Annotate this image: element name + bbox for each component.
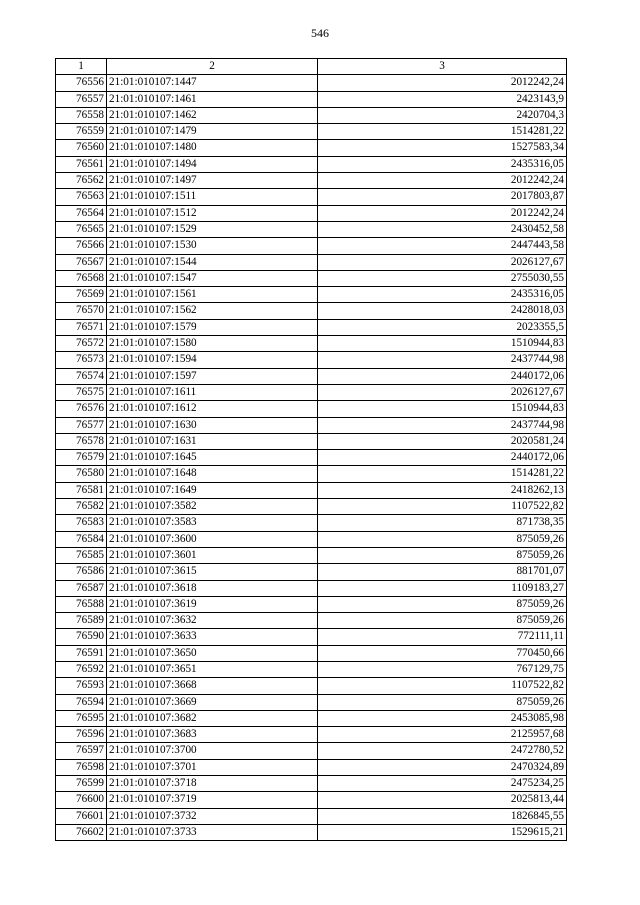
row-number-cell: 76578: [56, 433, 107, 449]
cadastral-number-cell: 21:01:010107:3732: [107, 808, 318, 824]
cadastral-number-cell: 21:01:010107:3651: [107, 661, 318, 677]
value-cell: 2026127,67: [318, 254, 567, 270]
table-row: [56, 694, 567, 710]
table-row: [56, 743, 567, 759]
value-cell: 2475234,25: [318, 776, 567, 792]
value-cell: 875059,26: [318, 694, 567, 710]
cadastral-number-cell: 21:01:010107:3601: [107, 547, 318, 563]
value-cell: 1107522,82: [318, 678, 567, 694]
value-cell: 875059,26: [318, 547, 567, 563]
value-cell: 2025813,44: [318, 792, 567, 808]
value-cell: 2020581,24: [318, 433, 567, 449]
row-number-cell: 76602: [56, 824, 107, 840]
cadastral-number-cell: 21:01:010107:3718: [107, 776, 318, 792]
row-number-cell: 76564: [56, 205, 107, 221]
cadastral-number-cell: 21:01:010107:1479: [107, 124, 318, 140]
cadastral-number-cell: 21:01:010107:1630: [107, 417, 318, 433]
value-cell: 770450,66: [318, 645, 567, 661]
cadastral-number-cell: 21:01:010107:1562: [107, 303, 318, 319]
value-cell: 2428018,03: [318, 303, 567, 319]
value-cell: 2755030,55: [318, 270, 567, 286]
table-row: [56, 499, 567, 515]
cadastral-number-cell: 21:01:010107:1579: [107, 319, 318, 335]
row-number-cell: 76570: [56, 303, 107, 319]
table-row: [56, 254, 567, 270]
table-row: [56, 319, 567, 335]
cadastral-number-cell: 21:01:010107:1649: [107, 482, 318, 498]
cadastral-number-cell: 21:01:010107:1580: [107, 336, 318, 352]
value-cell: 881701,07: [318, 564, 567, 580]
value-cell: 2435316,05: [318, 156, 567, 172]
cadastral-number-cell: 21:01:010107:1512: [107, 205, 318, 221]
row-number-cell: 76577: [56, 417, 107, 433]
row-number-cell: 76556: [56, 75, 107, 91]
cadastral-number-cell: 21:01:010107:1494: [107, 156, 318, 172]
cadastral-number-cell: 21:01:010107:3615: [107, 564, 318, 580]
table-row: [56, 156, 567, 172]
value-cell: 2012242,24: [318, 205, 567, 221]
row-number-cell: 76587: [56, 580, 107, 596]
row-number-cell: 76571: [56, 319, 107, 335]
column-header-3: 3: [318, 59, 567, 75]
cadastral-number-cell: 21:01:010107:1447: [107, 75, 318, 91]
table-row: [56, 189, 567, 205]
row-number-cell: 76591: [56, 645, 107, 661]
row-number-cell: 76597: [56, 743, 107, 759]
value-cell: 1510944,83: [318, 401, 567, 417]
table-row: [56, 352, 567, 368]
value-cell: 1529615,21: [318, 824, 567, 840]
row-number-cell: 76572: [56, 336, 107, 352]
data-table: [55, 58, 567, 841]
table-row: [56, 564, 567, 580]
row-number-cell: 76593: [56, 678, 107, 694]
table-row: [56, 629, 567, 645]
cadastral-number-cell: 21:01:010107:3719: [107, 792, 318, 808]
table-row: [56, 613, 567, 629]
value-cell: 772111,11: [318, 629, 567, 645]
row-number-cell: 76584: [56, 531, 107, 547]
cadastral-number-cell: 21:01:010107:1597: [107, 368, 318, 384]
cadastral-number-cell: 21:01:010107:3700: [107, 743, 318, 759]
table-row: [56, 547, 567, 563]
table-row: [56, 287, 567, 303]
cadastral-number-cell: 21:01:010107:3668: [107, 678, 318, 694]
row-number-cell: 76600: [56, 792, 107, 808]
cadastral-number-cell: 21:01:010107:1530: [107, 238, 318, 254]
row-number-cell: 76580: [56, 466, 107, 482]
value-cell: 871738,35: [318, 515, 567, 531]
table-row: [56, 710, 567, 726]
row-number-cell: 76583: [56, 515, 107, 531]
row-number-cell: 76596: [56, 727, 107, 743]
value-cell: 2437744,98: [318, 352, 567, 368]
row-number-cell: 76601: [56, 808, 107, 824]
row-number-cell: 76557: [56, 91, 107, 107]
table-header-row: [56, 59, 567, 75]
cadastral-number-cell: 21:01:010107:1461: [107, 91, 318, 107]
table-row: [56, 368, 567, 384]
table-row: [56, 792, 567, 808]
table-row: [56, 336, 567, 352]
table-row: [56, 107, 567, 123]
value-cell: 875059,26: [318, 596, 567, 612]
value-cell: 2453085,98: [318, 710, 567, 726]
row-number-cell: 76590: [56, 629, 107, 645]
row-number-cell: 76579: [56, 450, 107, 466]
row-number-cell: 76586: [56, 564, 107, 580]
row-number-cell: 76569: [56, 287, 107, 303]
value-cell: 2017803,87: [318, 189, 567, 205]
value-cell: 2420704,3: [318, 107, 567, 123]
value-cell: 1527583,34: [318, 140, 567, 156]
value-cell: 1109183,27: [318, 580, 567, 596]
cadastral-number-cell: 21:01:010107:3683: [107, 727, 318, 743]
value-cell: 2418262,13: [318, 482, 567, 498]
table-row: [56, 580, 567, 596]
table-row: [56, 596, 567, 612]
cadastral-number-cell: 21:01:010107:1594: [107, 352, 318, 368]
table-row: [56, 531, 567, 547]
cadastral-number-cell: 21:01:010107:1611: [107, 384, 318, 400]
table-row: [56, 124, 567, 140]
row-number-cell: 76573: [56, 352, 107, 368]
table-row: [56, 173, 567, 189]
value-cell: 1510944,83: [318, 336, 567, 352]
cadastral-number-cell: 21:01:010107:1561: [107, 287, 318, 303]
cadastral-number-cell: 21:01:010107:3701: [107, 759, 318, 775]
value-cell: 767129,75: [318, 661, 567, 677]
table-row: [56, 205, 567, 221]
row-number-cell: 76562: [56, 173, 107, 189]
row-number-cell: 76588: [56, 596, 107, 612]
row-number-cell: 76574: [56, 368, 107, 384]
row-number-cell: 76581: [56, 482, 107, 498]
value-cell: 1514281,22: [318, 124, 567, 140]
row-number-cell: 76595: [56, 710, 107, 726]
table-body: [56, 75, 567, 841]
table-row: [56, 303, 567, 319]
value-cell: 2437744,98: [318, 417, 567, 433]
row-number-cell: 76592: [56, 661, 107, 677]
cadastral-number-cell: 21:01:010107:1511: [107, 189, 318, 205]
table-row: [56, 384, 567, 400]
row-number-cell: 76585: [56, 547, 107, 563]
table-row: [56, 482, 567, 498]
cadastral-number-cell: 21:01:010107:3632: [107, 613, 318, 629]
table-row: [56, 824, 567, 840]
table-row: [56, 140, 567, 156]
value-cell: 2440172,06: [318, 368, 567, 384]
value-cell: 2440172,06: [318, 450, 567, 466]
value-cell: 1514281,22: [318, 466, 567, 482]
value-cell: 2435316,05: [318, 287, 567, 303]
cadastral-number-cell: 21:01:010107:1544: [107, 254, 318, 270]
value-cell: 2430452,58: [318, 221, 567, 237]
row-number-cell: 76575: [56, 384, 107, 400]
table-row: [56, 91, 567, 107]
value-cell: 875059,26: [318, 613, 567, 629]
value-cell: 2012242,24: [318, 173, 567, 189]
cadastral-number-cell: 21:01:010107:1480: [107, 140, 318, 156]
cadastral-number-cell: 21:01:010107:3733: [107, 824, 318, 840]
cadastral-number-cell: 21:01:010107:3682: [107, 710, 318, 726]
row-number-cell: 76561: [56, 156, 107, 172]
cadastral-number-cell: 21:01:010107:1529: [107, 221, 318, 237]
value-cell: 2125957,68: [318, 727, 567, 743]
table-row: [56, 727, 567, 743]
row-number-cell: 76568: [56, 270, 107, 286]
table-row: [56, 221, 567, 237]
row-number-cell: 76589: [56, 613, 107, 629]
row-number-cell: 76560: [56, 140, 107, 156]
column-header-2: 2: [107, 59, 318, 75]
value-cell: 2026127,67: [318, 384, 567, 400]
value-cell: 2470324,89: [318, 759, 567, 775]
value-cell: 2447443,58: [318, 238, 567, 254]
table-row: [56, 808, 567, 824]
row-number-cell: 76567: [56, 254, 107, 270]
table-row: [56, 466, 567, 482]
row-number-cell: 76563: [56, 189, 107, 205]
cadastral-number-cell: 21:01:010107:3669: [107, 694, 318, 710]
cadastral-number-cell: 21:01:010107:1631: [107, 433, 318, 449]
table-row: [56, 401, 567, 417]
cadastral-number-cell: 21:01:010107:3619: [107, 596, 318, 612]
cadastral-number-cell: 21:01:010107:3633: [107, 629, 318, 645]
table-row: [56, 645, 567, 661]
table-row: [56, 450, 567, 466]
value-cell: 1107522,82: [318, 499, 567, 515]
cadastral-number-cell: 21:01:010107:1497: [107, 173, 318, 189]
cadastral-number-cell: 21:01:010107:1547: [107, 270, 318, 286]
cadastral-number-cell: 21:01:010107:3618: [107, 580, 318, 596]
cadastral-number-cell: 21:01:010107:1462: [107, 107, 318, 123]
row-number-cell: 76582: [56, 499, 107, 515]
row-number-cell: 76566: [56, 238, 107, 254]
row-number-cell: 76599: [56, 776, 107, 792]
column-header-1: 1: [56, 59, 107, 75]
row-number-cell: 76565: [56, 221, 107, 237]
cadastral-number-cell: 21:01:010107:3582: [107, 499, 318, 515]
table-row: [56, 661, 567, 677]
row-number-cell: 76558: [56, 107, 107, 123]
row-number-cell: 76598: [56, 759, 107, 775]
row-number-cell: 76576: [56, 401, 107, 417]
cadastral-number-cell: 21:01:010107:3583: [107, 515, 318, 531]
page-number: 546: [311, 26, 329, 40]
table-row: [56, 270, 567, 286]
value-cell: 875059,26: [318, 531, 567, 547]
table-row: [56, 417, 567, 433]
cadastral-number-cell: 21:01:010107:3600: [107, 531, 318, 547]
cadastral-number-cell: 21:01:010107:3650: [107, 645, 318, 661]
cadastral-number-cell: 21:01:010107:1648: [107, 466, 318, 482]
table-row: [56, 433, 567, 449]
value-cell: 2012242,24: [318, 75, 567, 91]
value-cell: 2472780,52: [318, 743, 567, 759]
table-row: [56, 238, 567, 254]
value-cell: 2423143,9: [318, 91, 567, 107]
cadastral-number-cell: 21:01:010107:1612: [107, 401, 318, 417]
row-number-cell: 76594: [56, 694, 107, 710]
cadastral-number-cell: 21:01:010107:1645: [107, 450, 318, 466]
value-cell: 2023355,5: [318, 319, 567, 335]
row-number-cell: 76559: [56, 124, 107, 140]
table-row: [56, 759, 567, 775]
table-row: [56, 515, 567, 531]
table-row: [56, 776, 567, 792]
table-row: [56, 75, 567, 91]
table-row: [56, 678, 567, 694]
value-cell: 1826845,55: [318, 808, 567, 824]
